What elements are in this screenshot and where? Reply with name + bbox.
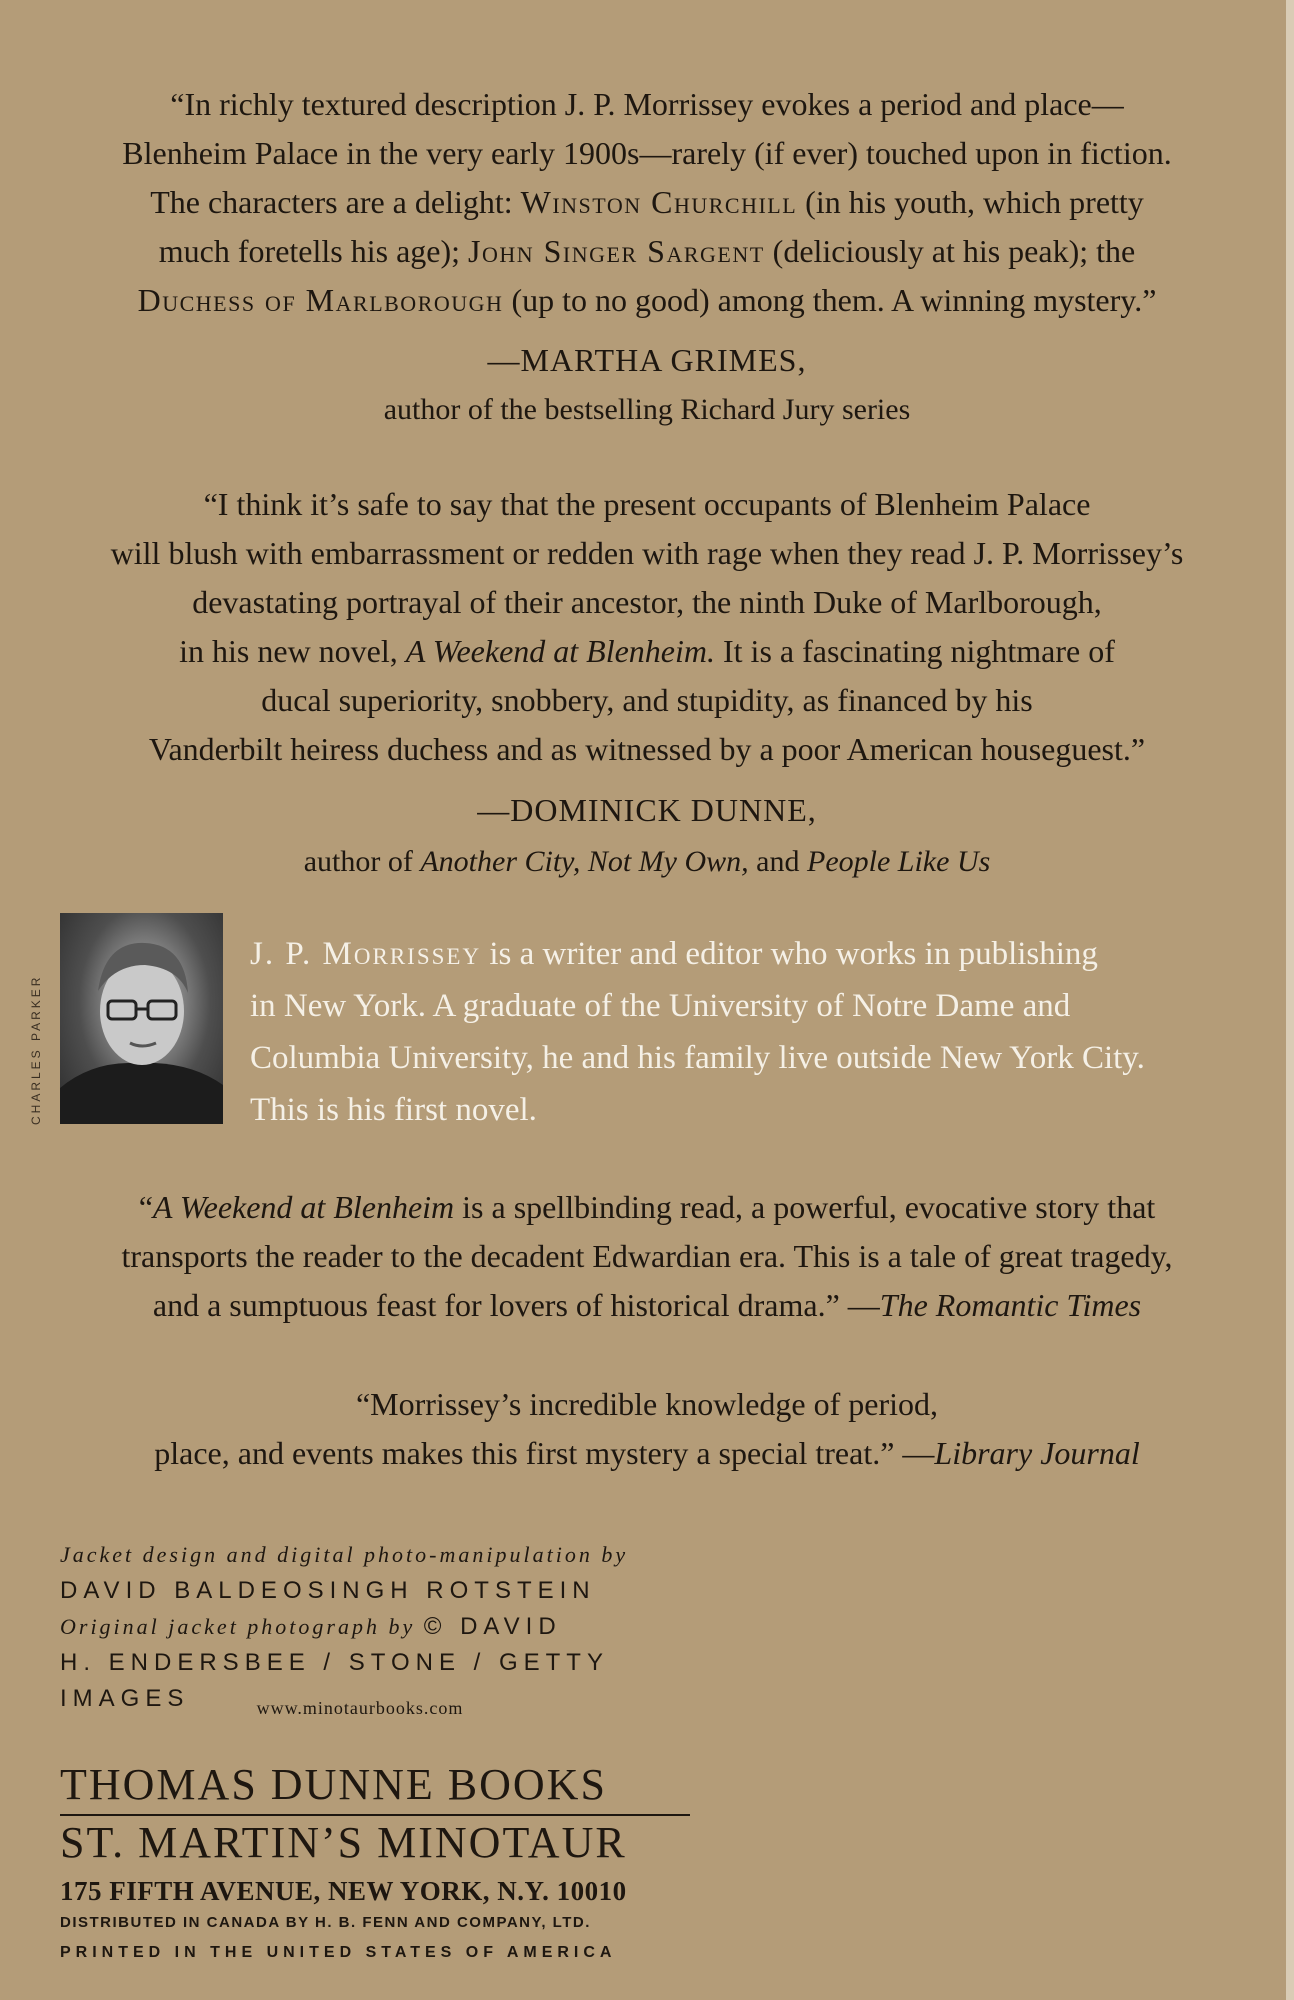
designer-name: DAVID BALDEOSINGH ROTSTEIN [60, 1577, 596, 1604]
quote-line: “A Weekend at Blenheim is a spellbinding read, a powerful, evocative story that [138, 1189, 1156, 1225]
photo-credit-line: Original jacket photograph by © DAVID [60, 1613, 562, 1640]
quote-dunne [0, 480, 1294, 774]
publisher-address: 175 FIFTH AVENUE, NEW YORK, N.Y. 10010 [60, 1876, 627, 1906]
attribution-dunne: —DOMINICK DUNNE, [477, 792, 817, 828]
bio-line: J. P. Morrissey is a writer and editor who works in publishing [250, 936, 1098, 972]
quote-line: in his new novel, A Weekend at Blenheim. It is a fascinating nightmare of [179, 633, 1115, 669]
attribution-dunne-desc: author of Another City, Not My Own, and People Like Us [303, 845, 991, 878]
quote-line: much foretells his age); John Singer Sargent (deliciously at his peak); the [158, 233, 1136, 269]
quote-line: Duchess of Marlborough (up to no good) among them. A winning mystery.” [137, 282, 1157, 318]
author-photo [60, 913, 223, 1124]
website-link[interactable]: www.minotaurbooks.com [256, 1698, 464, 1718]
photographer-name: H. ENDERSBEE / STONE / GETTY IMAGES [60, 1649, 609, 1712]
quote-line: devastating portrayal of their ancestor, the ninth Duke of Marlborough, [192, 584, 1102, 620]
quote-library-journal [0, 1380, 1294, 1478]
publisher-imprint: THOMAS DUNNE BOOKS [60, 1760, 607, 1809]
publisher-name: ST. MARTIN’S MINOTAUR [60, 1818, 627, 1867]
author-bio [250, 928, 1250, 1136]
bio-line: in New York. A graduate of the University of Notre Dame and [250, 988, 1071, 1024]
photo-credit: CHARLES PARKER [29, 974, 43, 1125]
attribution-grimes: —MARTHA GRIMES, [487, 342, 807, 378]
imprint-divider [60, 1814, 690, 1816]
quote-line: “I think it’s safe to say that the present occupants of Blenheim Palace [203, 486, 1091, 522]
quote-line: transports the reader to the decadent Edwardian era. This is a tale of great tragedy, [121, 1238, 1173, 1274]
quote-grimes [0, 80, 1294, 325]
bio-line: This is his first novel. [250, 1092, 537, 1128]
quote-line: The characters are a delight: Winston Churchill (in his youth, which pretty [150, 184, 1144, 220]
quote-line: Blenheim Palace in the very early 1900s—rarely (if ever) touched upon in fiction. [122, 135, 1172, 171]
printed-note: PRINTED IN THE UNITED STATES OF AMERICA [60, 1944, 617, 1961]
quote-romantic-times [0, 1183, 1294, 1330]
quote-line: ducal superiority, snobbery, and stupidity, as financed by his [261, 682, 1033, 718]
quote-line: and a sumptuous feast for lovers of historical drama.” —The Romantic Times [152, 1287, 1142, 1323]
distribution-note: DISTRIBUTED IN CANADA BY H. B. FENN AND COMPANY, LTD. [60, 1914, 591, 1931]
quote-line: will blush with embarrassment or redden with rage when they read J. P. Morrissey’s [110, 535, 1184, 571]
design-credit-label: Jacket design and digital photo-manipulation by [60, 1542, 629, 1567]
quote-line: “In richly textured description J. P. Morrissey evokes a period and place— [170, 86, 1124, 122]
bio-line: Columbia University, he and his family live outside New York City. [250, 1040, 1145, 1076]
jacket-credits [60, 1537, 700, 1717]
quote-line: Vanderbilt heiress duchess and as witnessed by a poor American houseguest.” [148, 731, 1146, 767]
attribution-grimes-desc: author of the bestselling Richard Jury series [383, 393, 911, 426]
quote-line: “Morrissey’s incredible knowledge of period, [355, 1386, 939, 1422]
quote-line: place, and events makes this first mystery a special treat.” —Library Journal [154, 1435, 1140, 1471]
